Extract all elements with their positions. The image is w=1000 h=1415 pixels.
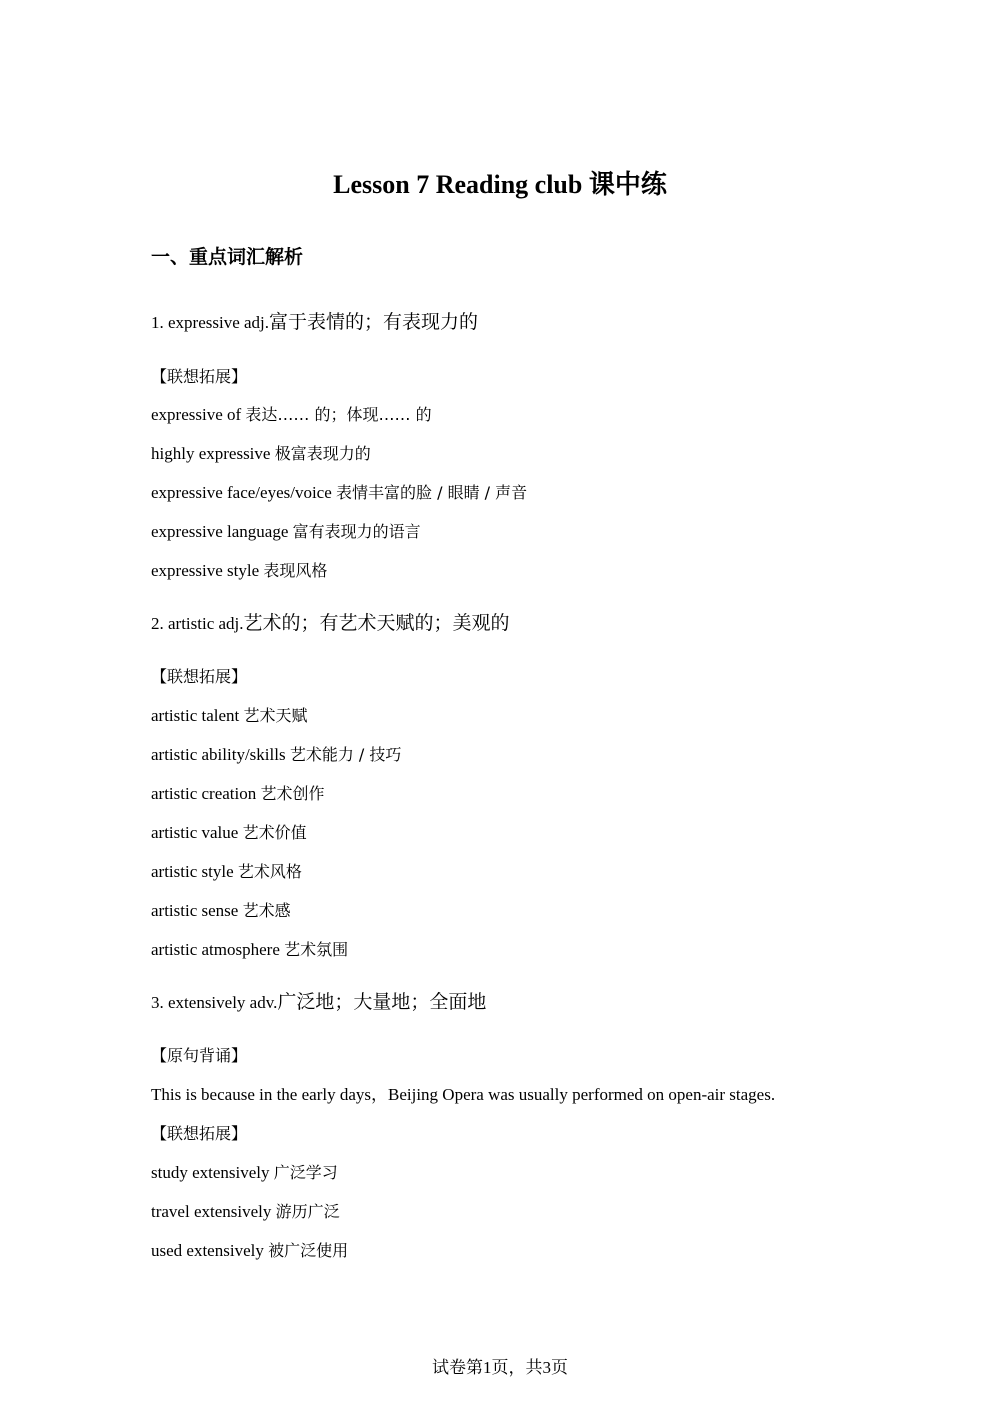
vocab-meaning: 广泛地；大量地；全面地: [277, 991, 487, 1013]
phrase-cn: 艺术氛围: [284, 940, 349, 959]
expansion-tag: 【联想拓展】: [151, 1124, 248, 1143]
phrase-cn: 富有表现力的语言: [292, 522, 421, 541]
vocab-term: 1. expressive adj.: [151, 313, 270, 332]
phrase-line: [151, 899, 291, 923]
phrase-line: [151, 442, 371, 466]
expansion-tag: 【联想拓展】: [151, 367, 248, 386]
phrase-line: [151, 1239, 348, 1263]
vocab-meaning: 艺术的；有艺术天赋的；美观的: [243, 612, 510, 634]
original-sentence: This is because in the early days，Beijing Opera was usually performed on open-air stages.: [151, 1085, 776, 1104]
phrase-cn: 艺术价值: [242, 823, 307, 842]
phrase-line: [151, 1161, 338, 1185]
phrase-line: [151, 1200, 340, 1224]
section-heading: 一、重点词汇解析: [151, 246, 304, 268]
phrase-line: [151, 743, 401, 767]
vocab-entry-artistic: [151, 610, 510, 637]
vocab-entry-extensively: [151, 989, 486, 1016]
vocab-term: 2. artistic adj.: [151, 614, 244, 633]
phrase-cn: 艺术能力 / 技巧: [289, 745, 402, 764]
phrase-en: expressive of: [151, 405, 246, 424]
phrase-cn: 表达…… 的；体现…… 的: [245, 405, 432, 424]
expansion-tag: 【联想拓展】: [151, 667, 248, 686]
phrase-cn: 艺术创作: [260, 784, 325, 803]
phrase-line: [151, 821, 307, 845]
phrase-cn: 艺术风格: [237, 862, 302, 881]
vocab-entry-expressive: [151, 309, 478, 336]
phrase-en: artistic value: [151, 823, 243, 842]
original-sentence-tag: 【原句背诵】: [151, 1046, 248, 1065]
phrase-cn: 表情丰富的脸 / 眼睛 / 声音: [336, 483, 528, 502]
phrase-en: expressive style: [151, 561, 264, 580]
vocab-term: 3. extensively adv.: [151, 993, 278, 1012]
page-title: Lesson 7 Reading club 课中练: [333, 170, 667, 199]
phrase-line: [151, 860, 302, 884]
phrase-cn: 广泛学习: [273, 1163, 338, 1182]
phrase-line: [151, 782, 325, 806]
phrase-line: [151, 481, 527, 505]
phrase-en: artistic ability/skills: [151, 745, 290, 764]
phrase-en: study extensively: [151, 1163, 274, 1182]
phrase-en: artistic talent: [151, 706, 244, 725]
phrase-line: [151, 520, 421, 544]
page-footer: 试卷第1页，共3页: [432, 1358, 568, 1377]
phrase-cn: 极富表现力的: [274, 444, 371, 463]
phrase-en: artistic atmosphere: [151, 940, 285, 959]
phrase-en: expressive language: [151, 522, 293, 541]
phrase-cn: 艺术天赋: [243, 706, 308, 725]
phrase-en: highly expressive: [151, 444, 275, 463]
phrase-line: [151, 704, 308, 728]
phrase-cn: 表现风格: [263, 561, 328, 580]
phrase-line: [151, 559, 327, 583]
phrase-cn: 艺术感: [242, 901, 291, 920]
phrase-en: expressive face/eyes/voice: [151, 483, 337, 502]
phrase-line: [151, 403, 432, 427]
phrase-en: artistic creation: [151, 784, 261, 803]
vocab-meaning: 富于表情的；有表现力的: [269, 311, 479, 333]
phrase-cn: 被广泛使用: [268, 1241, 349, 1260]
phrase-line: [151, 938, 348, 962]
phrase-en: used extensively: [151, 1241, 269, 1260]
phrase-en: artistic style: [151, 862, 238, 881]
phrase-cn: 游历广泛: [275, 1202, 340, 1221]
phrase-en: artistic sense: [151, 901, 243, 920]
phrase-en: travel extensively: [151, 1202, 276, 1221]
